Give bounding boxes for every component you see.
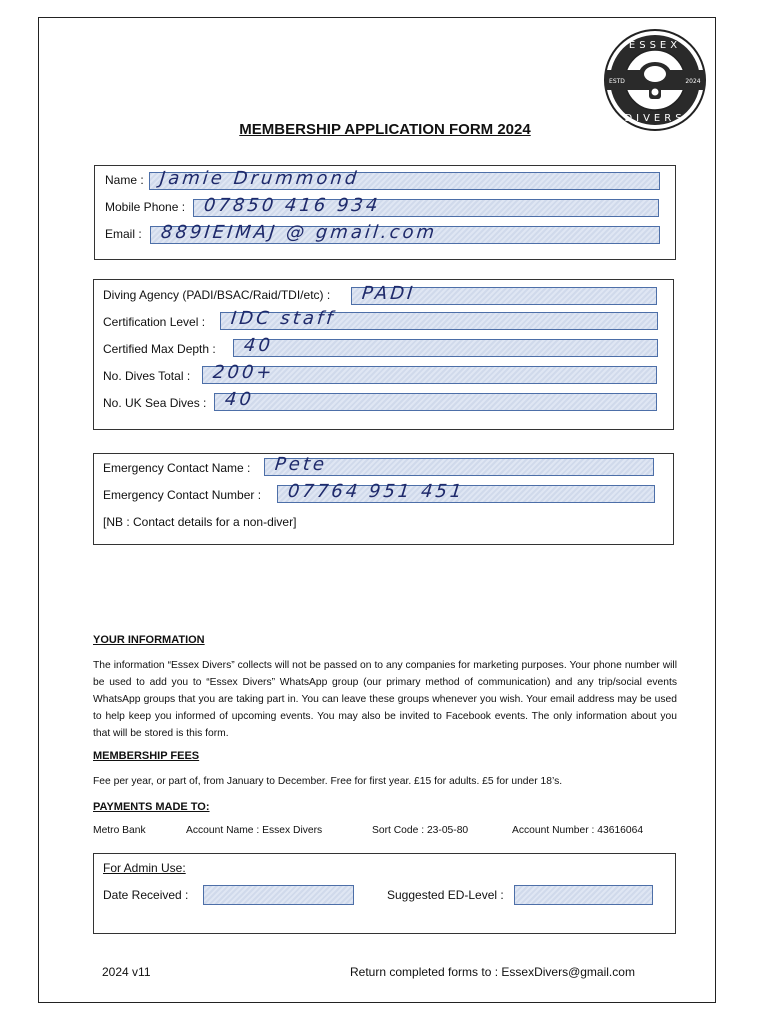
depth-value: 40	[242, 335, 275, 356]
diving-section	[93, 279, 674, 430]
uk-dives-value: 40	[223, 389, 256, 410]
name-label: Name :	[105, 173, 144, 187]
dives-value: 200+	[211, 362, 276, 383]
dives-field[interactable]	[202, 362, 657, 384]
depth-label: Certified Max Depth :	[103, 342, 216, 356]
emergency-number-label: Emergency Contact Number :	[103, 488, 262, 502]
footer-version: 2024 v11	[102, 965, 151, 979]
emergency-number-value: 07764 951 451	[286, 481, 466, 502]
info-heading: YOUR INFORMATION	[93, 634, 205, 646]
logo-top-text: ESSEX	[628, 40, 682, 51]
admin-heading: For Admin Use:	[103, 861, 186, 875]
date-received-label: Date Received :	[103, 888, 189, 902]
email-field[interactable]	[150, 222, 660, 244]
logo-right-text: 2024	[685, 78, 701, 85]
fees-heading: MEMBERSHIP FEES	[93, 750, 200, 762]
email-label: Email :	[105, 227, 142, 241]
agency-field[interactable]	[351, 283, 657, 305]
agency-label: Diving Agency (PADI/BSAC/Raid/TDI/etc) :	[103, 288, 331, 302]
payment-sort-code: Sort Code : 23-05-80	[372, 825, 469, 836]
emergency-name-value: Pete	[273, 454, 329, 475]
uk-dives-label: No. UK Sea Dives :	[103, 396, 207, 410]
fees-text: Fee per year, or part of, from January to December. Free for first year. £15 for adults. £5 for under 18’s.	[93, 776, 563, 787]
payment-account-name: Account Name : Essex Divers	[186, 825, 323, 836]
admin-section	[93, 853, 676, 934]
email-value: 889IEIMAJ @ gmail.com	[159, 222, 439, 243]
dives-label: No. Dives Total :	[103, 369, 191, 383]
info-text: The information “Essex Divers” collects will not be passed on to any companies for marketing purposes. Your phone number will be used to add you to “Essex Divers” WhatsApp group (our primary method of communication) and any trip/social events WhatsApp groups that you are taking part in. You can leave these groups whenever you wish. Your email address may be used to help keep you informed of upcoming events. You may also be invited to Facebook events. The only information about you that will be stored is this form.	[93, 660, 677, 739]
form-title: MEMBERSHIP APPLICATION FORM 2024	[239, 121, 531, 138]
payments-heading: PAYMENTS MADE TO:	[93, 801, 210, 813]
depth-field[interactable]	[233, 335, 658, 357]
emergency-number-field[interactable]	[277, 481, 655, 503]
ed-level-field[interactable]	[514, 885, 653, 905]
logo-bottom-text: DIVERS	[624, 113, 686, 124]
uk-dives-field[interactable]	[214, 389, 657, 411]
mobile-field[interactable]	[193, 195, 659, 217]
name-field[interactable]	[149, 168, 660, 190]
logo-left-text: ESTD	[609, 78, 625, 85]
agency-value: PADI	[360, 283, 417, 304]
payment-bank: Metro Bank	[93, 825, 146, 836]
essex-divers-logo	[603, 28, 707, 132]
emergency-name-label: Emergency Contact Name :	[103, 461, 251, 475]
emergency-note: [NB : Contact details for a non-diver]	[103, 515, 297, 529]
mobile-value: 07850 416 934	[202, 195, 382, 216]
cert-value: IDC staff	[229, 308, 337, 329]
cert-field[interactable]	[220, 308, 658, 330]
date-received-field[interactable]	[203, 885, 354, 905]
name-value: Jamie Drummond	[158, 168, 361, 189]
personal-details-section	[94, 165, 676, 260]
emergency-section	[93, 453, 674, 545]
emergency-name-field[interactable]	[264, 454, 654, 476]
footer-return: Return completed forms to : EssexDivers@gmail.com	[350, 965, 635, 979]
cert-label: Certification Level :	[103, 315, 206, 329]
mobile-label: Mobile Phone :	[105, 200, 186, 214]
ed-level-label: Suggested ED-Level :	[387, 888, 504, 902]
payment-account-number: Account Number : 43616064	[512, 825, 644, 836]
